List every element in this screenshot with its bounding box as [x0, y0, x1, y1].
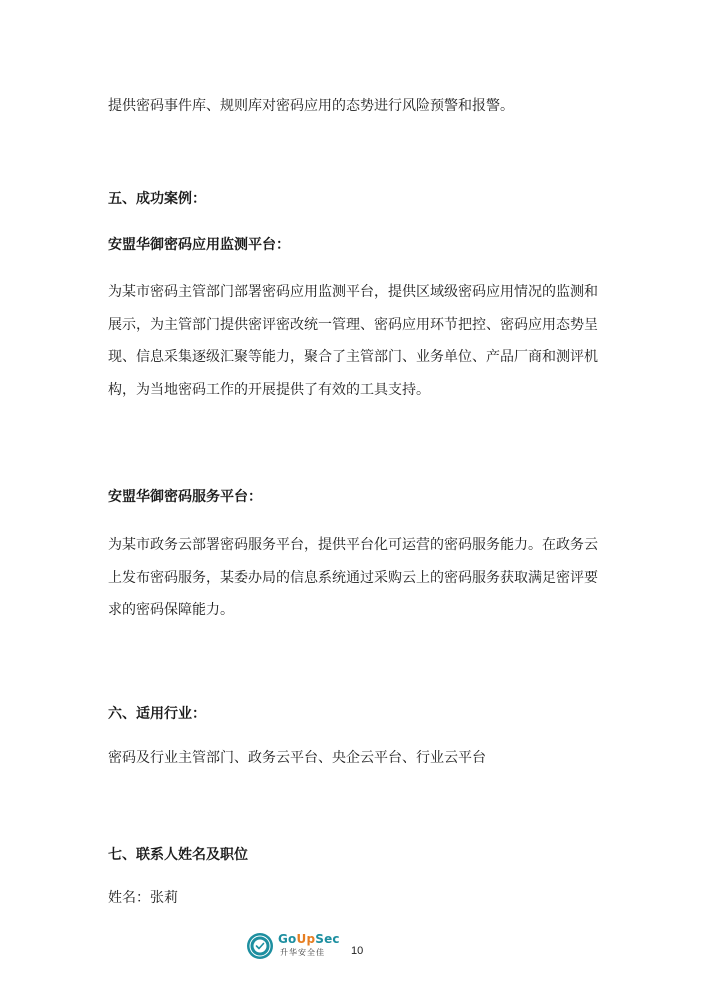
logo-subtext: 升华安全佳 — [280, 948, 325, 957]
section-6-heading: 六、适用行业： — [108, 706, 206, 722]
section-6-body: 密码及行业主管部门、政务云平台、央企云平台、行业云平台 — [108, 750, 486, 766]
logo-word-part-3: Sec — [315, 932, 340, 946]
intro-line: 提供密码事件库、规则库对密码应用的态势进行风险预警和报警。 — [108, 98, 514, 114]
logo-word-part-2: Up — [296, 932, 316, 946]
page-number: 10 — [351, 945, 364, 957]
contact-name: 姓名：张莉 — [108, 890, 178, 906]
case-1-title: 安盟华御密码应用监测平台： — [108, 237, 290, 253]
section-5-heading: 五、成功案例： — [108, 191, 206, 207]
case-2-title: 安盟华御密码服务平台： — [108, 489, 262, 505]
logo-seal-icon — [246, 932, 274, 960]
case-2-body: 为某市政务云部署密码服务平台，提供平台化可运营的密码服务能力。在政务云上发布密码服务，某委办局的信息系统通过采购云上的密码服务获取满足密评要求的密码保障能力。 — [108, 537, 598, 618]
logo-wordmark — [278, 932, 340, 946]
logo-word-part-1: Go — [278, 932, 297, 946]
case-1-body: 为某市密码主管部门部署密码应用监测平台，提供区域级密码应用情况的监测和展示，为主管部门提供密评密改统一管理、密码应用环节把控、密码应用态势呈现、信息采集逐级汇聚等能力，聚合了主管部门、业务单位、产品厂商和测评机构，为当地密码工作的开展提供了有效的工具支持。 — [108, 284, 598, 398]
footer-logo — [246, 929, 346, 965]
section-7-heading: 七、联系人姓名及职位 — [108, 847, 248, 863]
